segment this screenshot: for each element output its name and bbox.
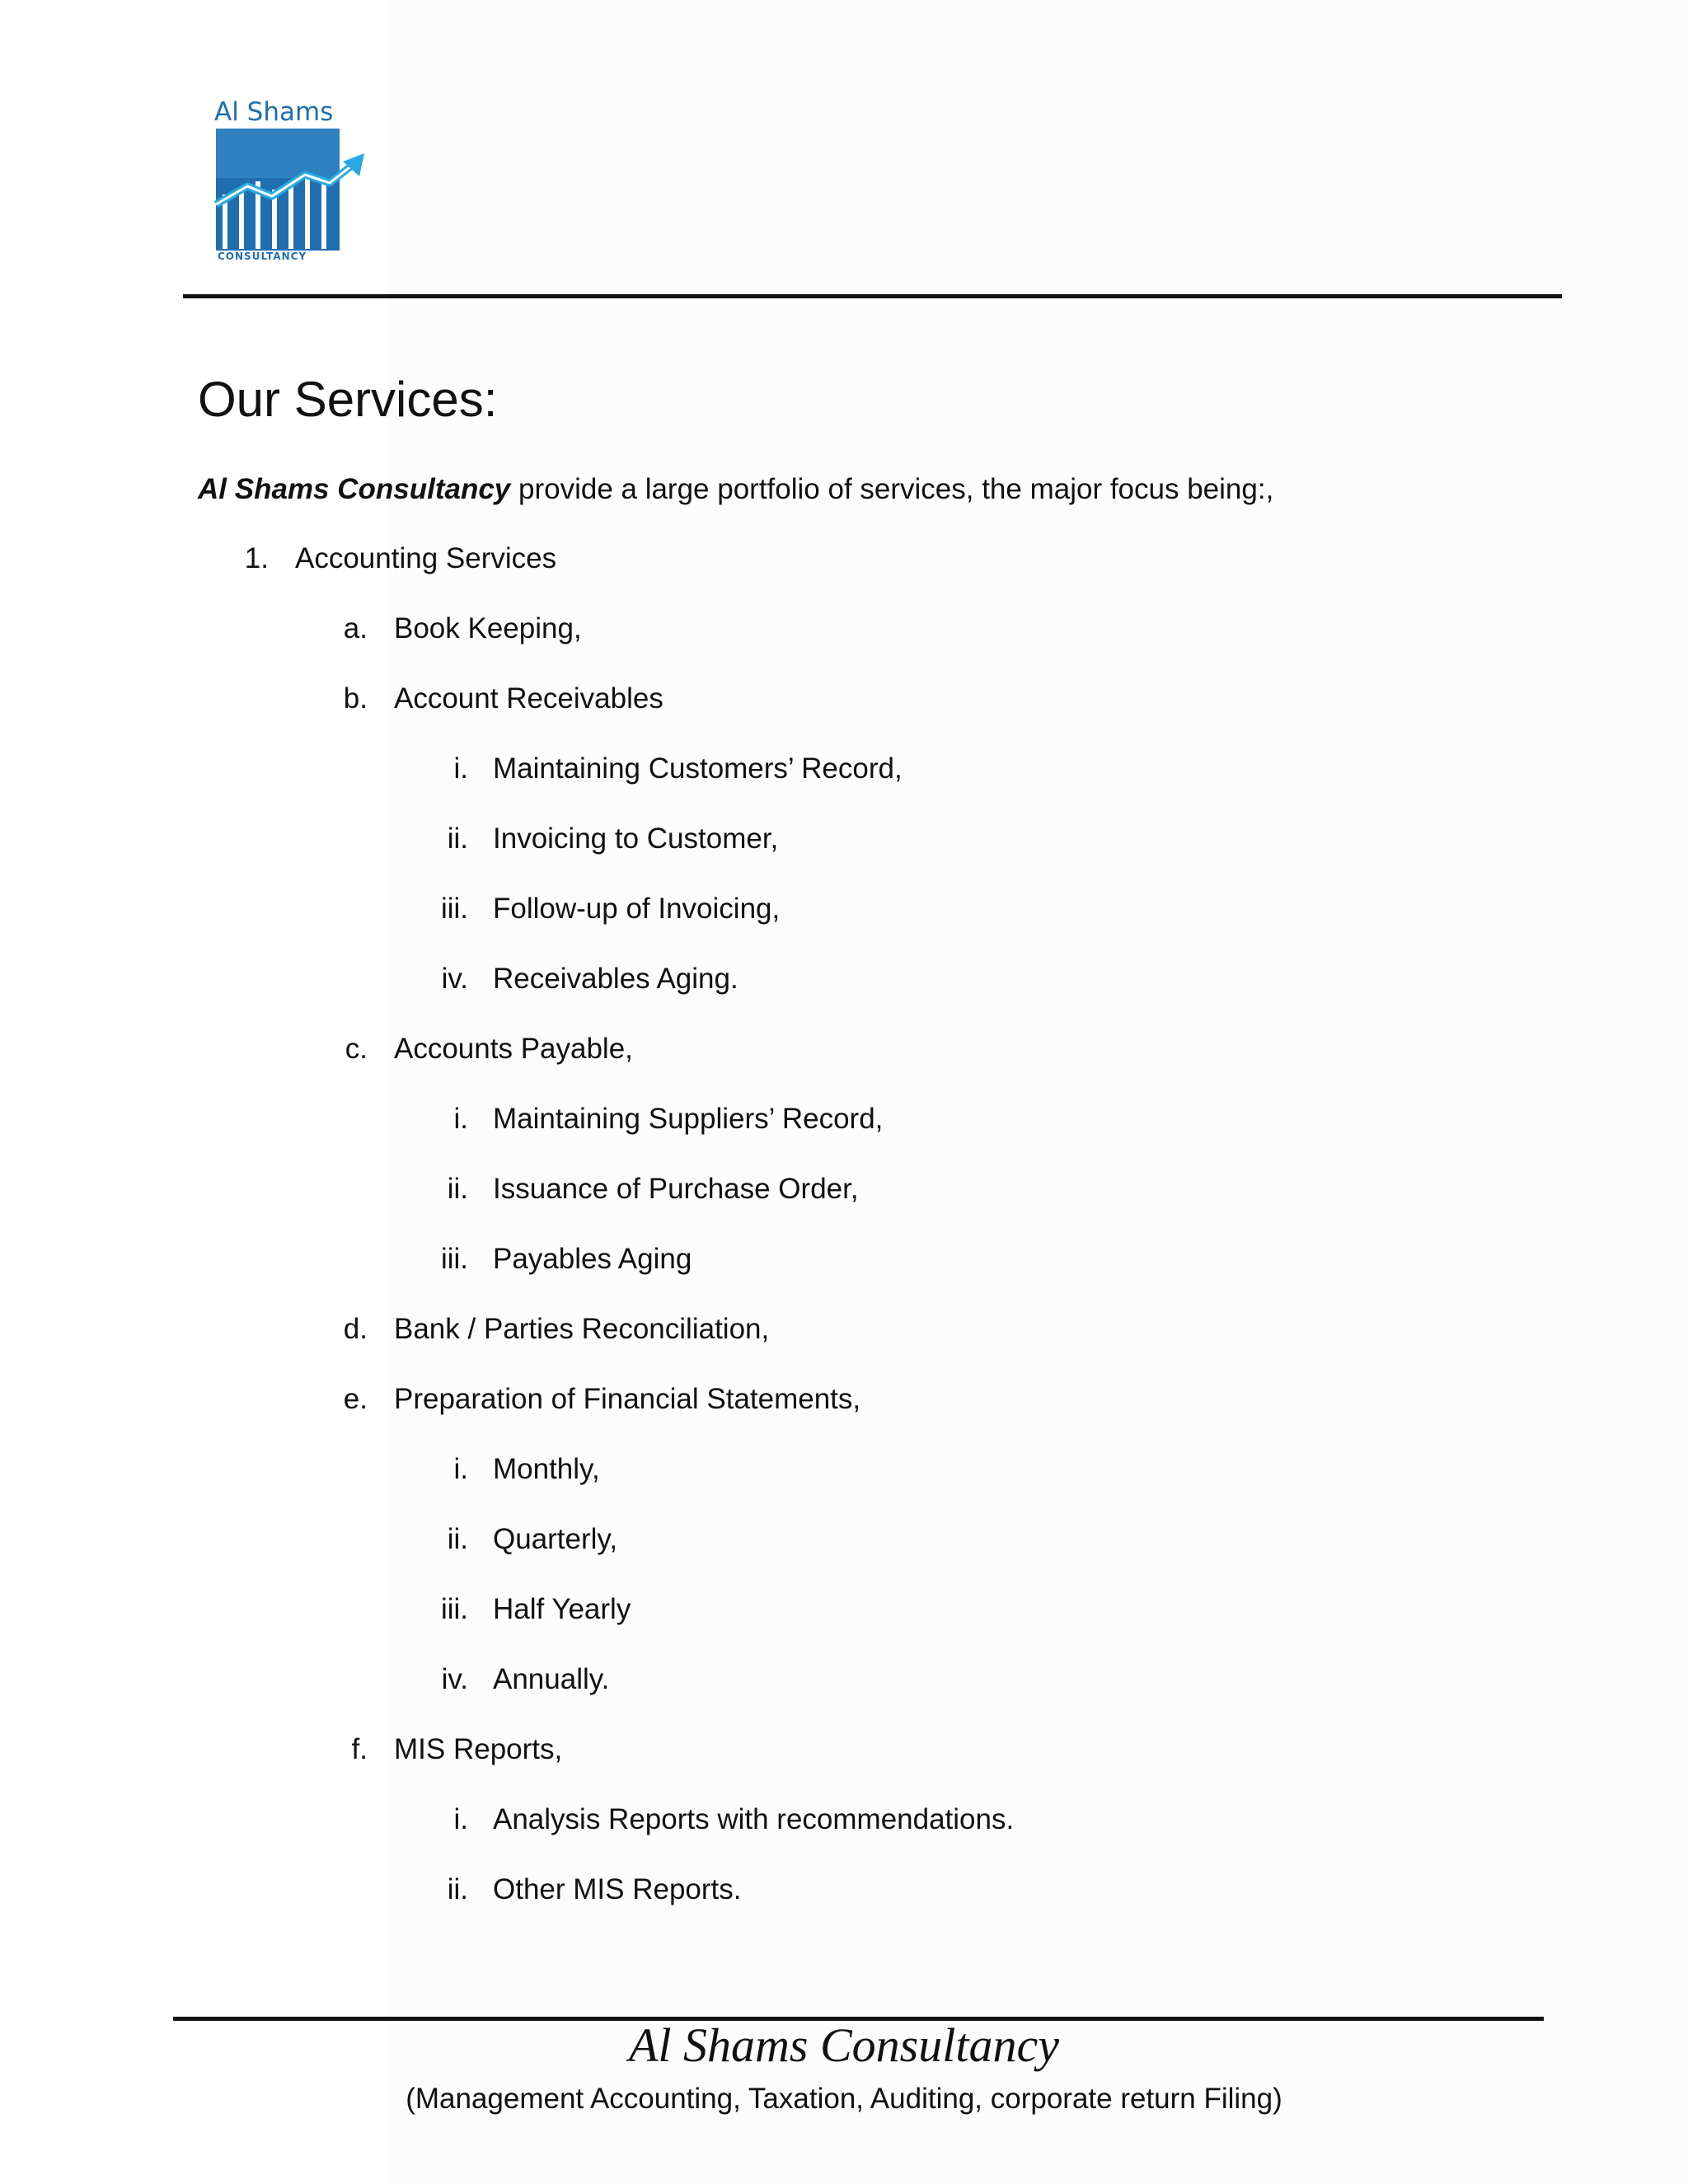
list-marker: f. bbox=[351, 1733, 368, 1765]
list-item-label: Payables Aging bbox=[493, 1243, 692, 1275]
list-marker: a. bbox=[343, 612, 368, 644]
list-marker: i. bbox=[453, 1803, 468, 1835]
list-marker: ii. bbox=[447, 1173, 468, 1205]
list-marker: ii. bbox=[447, 1873, 468, 1905]
list-item-label: Book Keeping, bbox=[394, 612, 582, 644]
intro-paragraph bbox=[198, 473, 1273, 506]
list-item-label: Accounts Payable, bbox=[394, 1033, 633, 1065]
header-divider bbox=[183, 294, 1562, 298]
list-item-label: Maintaining Suppliers’ Record, bbox=[493, 1103, 884, 1135]
intro-company-name: Al Shams Consultancy bbox=[198, 473, 511, 505]
list-item-label: Issuance of Purchase Order, bbox=[493, 1173, 859, 1205]
footer-services-line: (Management Accounting, Taxation, Auditing, corporate return Filing) bbox=[406, 2083, 1282, 2115]
list-marker: i. bbox=[453, 1103, 468, 1135]
list-marker: ii. bbox=[447, 823, 468, 855]
list-item-label: Annually. bbox=[493, 1663, 610, 1695]
list-item-label: Accounting Services bbox=[295, 542, 557, 574]
list-marker: d. bbox=[343, 1313, 368, 1345]
list-item-label: Bank / Parties Reconciliation, bbox=[394, 1313, 770, 1345]
list-marker: i. bbox=[453, 1453, 468, 1485]
list-marker: e. bbox=[343, 1383, 368, 1415]
list-marker: i. bbox=[453, 752, 468, 785]
list-marker: iii. bbox=[440, 1593, 468, 1625]
list-marker: iv. bbox=[441, 963, 468, 995]
list-item-label: Quarterly, bbox=[493, 1523, 618, 1555]
list-marker: 1. bbox=[244, 542, 269, 574]
list-item-label: Half Yearly bbox=[493, 1593, 631, 1625]
list-item-label: Receivables Aging. bbox=[493, 963, 738, 995]
list-item-label: Monthly, bbox=[493, 1453, 600, 1485]
logo-wordmark: Al Shams bbox=[214, 97, 334, 127]
page-background bbox=[387, 0, 1688, 2184]
list-item-label: Maintaining Customers’ Record, bbox=[493, 752, 903, 785]
list-item-label: MIS Reports, bbox=[394, 1733, 563, 1765]
company-logo bbox=[206, 97, 371, 266]
list-item-label: Account Receivables bbox=[394, 682, 663, 715]
logo-subtitle: CONSULTANCY bbox=[218, 251, 307, 262]
list-marker: ii. bbox=[447, 1523, 468, 1555]
list-item-label: Follow-up of Invoicing, bbox=[493, 893, 781, 925]
list-marker: iii. bbox=[440, 893, 468, 925]
list-item-label: Preparation of Financial Statements, bbox=[394, 1383, 861, 1415]
list-item-label: Analysis Reports with recommendations. bbox=[493, 1803, 1015, 1835]
list-marker: b. bbox=[343, 682, 368, 715]
list-item-label: Invoicing to Customer, bbox=[493, 823, 779, 855]
list-marker: iv. bbox=[441, 1663, 468, 1695]
intro-text: provide a large portfolio of services, the major focus being:, bbox=[510, 473, 1274, 505]
list-marker: iii. bbox=[440, 1243, 468, 1275]
list-item-label: Other MIS Reports. bbox=[493, 1873, 742, 1905]
footer-company-name: Al Shams Consultancy bbox=[629, 2018, 1059, 2072]
list-marker: c. bbox=[345, 1033, 368, 1065]
page-title: Our Services: bbox=[198, 372, 498, 427]
